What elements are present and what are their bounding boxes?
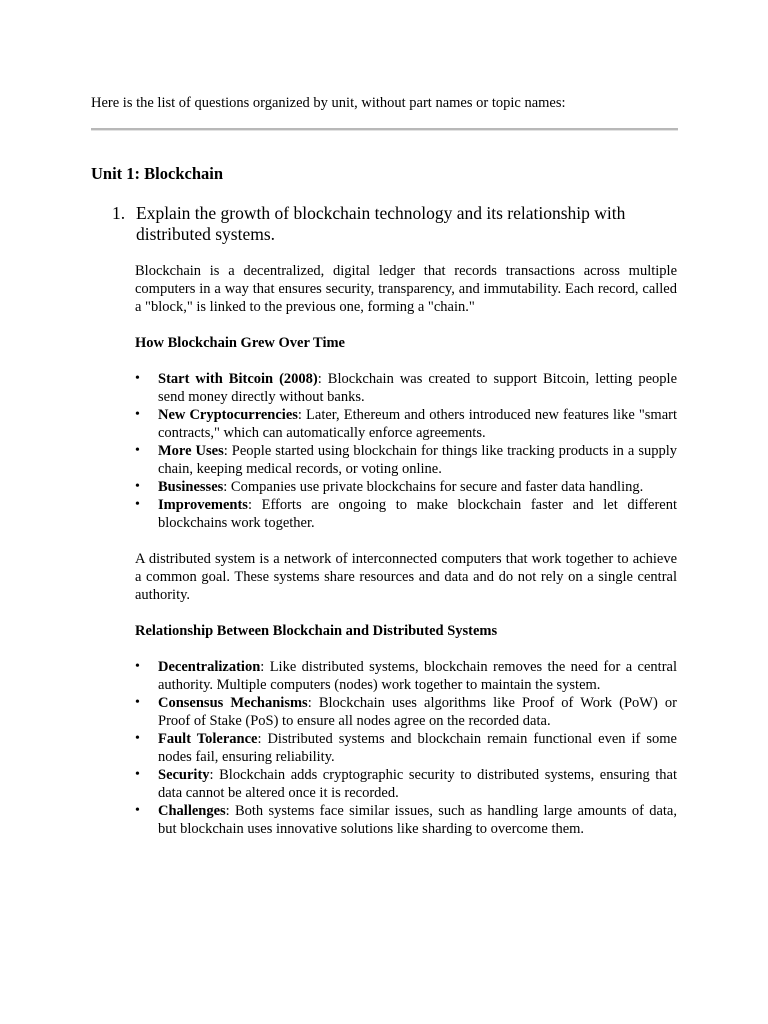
item-text: : Both systems face similar issues, such as handling large amounts of data, but blockchain uses innovative solutions like sharding to overcome them.: [158, 803, 677, 837]
item-term: Start with Bitcoin (2008): [158, 371, 318, 387]
bullet-icon: •: [135, 695, 140, 710]
answer-content: [135, 262, 677, 856]
list-item: [135, 406, 677, 442]
bullet-icon: •: [135, 659, 140, 674]
item-term: Decentralization: [158, 659, 261, 675]
bullet-icon: •: [135, 767, 140, 782]
list-item: [135, 730, 677, 766]
item-text: : Blockchain was created to support Bitcoin, letting people send money directly without banks.: [158, 371, 678, 405]
question-list: [112, 203, 672, 245]
bullet-icon: •: [135, 371, 140, 386]
list-item: [135, 802, 677, 838]
growth-heading: How Blockchain Grew Over Time: [135, 335, 345, 351]
item-term: Businesses: [158, 479, 224, 495]
list-item: [135, 694, 677, 730]
list-item: [135, 658, 677, 694]
question-number: 1.: [112, 203, 126, 223]
unit-heading: Unit 1: Blockchain: [91, 164, 224, 183]
item-term: Security: [158, 767, 210, 783]
item-term: Improvements: [158, 497, 248, 513]
list-item: [135, 766, 677, 802]
bullet-icon: •: [135, 443, 140, 458]
bullet-icon: •: [135, 407, 140, 422]
list-item: [135, 370, 677, 406]
item-text: : Like distributed systems, blockchain removes the need for a central authority. Multiple computers (nodes) work together to maintain the system.: [158, 659, 677, 693]
item-term: Consensus Mechanisms: [158, 695, 308, 711]
growth-list: [135, 370, 677, 532]
question-text: Explain the growth of blockchain technology and its relationship with distributed systems.: [136, 203, 626, 244]
distributed-system-definition: A distributed system is a network of interconnected computers that work together to achieve a common goal. These systems share resources and data and do not rely on a single central authority.: [135, 551, 677, 603]
item-text: : Efforts are ongoing to make blockchain faster and let different blockchains work together.: [158, 497, 677, 531]
item-text: : Blockchain adds cryptographic security to distributed systems, ensuring that data cannot be altered once it is recorded.: [158, 767, 677, 801]
item-text: : Blockchain uses algorithms like Proof of Work (PoW) or Proof of Stake (PoS) to ensure all nodes agree on the recorded data.: [158, 695, 677, 729]
item-term: New Cryptocurrencies: [158, 407, 298, 423]
item-term: More Uses: [158, 443, 224, 459]
item-text: : Later, Ethereum and others introduced new features like "smart contracts," which can automatically enforce agreements.: [158, 407, 677, 441]
item-term: Fault Tolerance: [158, 731, 258, 747]
intro-text: Here is the list of questions organized by unit, without part names or topic names:: [91, 95, 566, 111]
horizontal-rule: [91, 128, 678, 131]
list-item: [135, 442, 677, 478]
bullet-icon: •: [135, 497, 140, 512]
list-item: [135, 496, 677, 532]
relationship-list: [135, 658, 677, 838]
list-item: [135, 478, 677, 496]
bullet-icon: •: [135, 803, 140, 818]
item-term: Challenges: [158, 803, 226, 819]
item-text: : People started using blockchain for things like tracking products in a supply chain, keeping medical records, or voting online.: [158, 443, 677, 477]
item-text: : Companies use private blockchains for secure and faster data handling.: [223, 479, 644, 495]
relationship-heading: Relationship Between Blockchain and Distributed Systems: [135, 623, 498, 639]
blockchain-definition: Blockchain is a decentralized, digital ledger that records transactions across multiple computers in a way that ensures security, transparency, and immutability. Each record, called a "block," is linked to the previous one, forming a "chain.": [135, 263, 677, 315]
bullet-icon: •: [135, 731, 140, 746]
item-text: : Distributed systems and blockchain remain functional even if some nodes fail, ensuring reliability.: [158, 731, 677, 765]
question-item: [112, 203, 672, 245]
bullet-icon: •: [135, 479, 140, 494]
